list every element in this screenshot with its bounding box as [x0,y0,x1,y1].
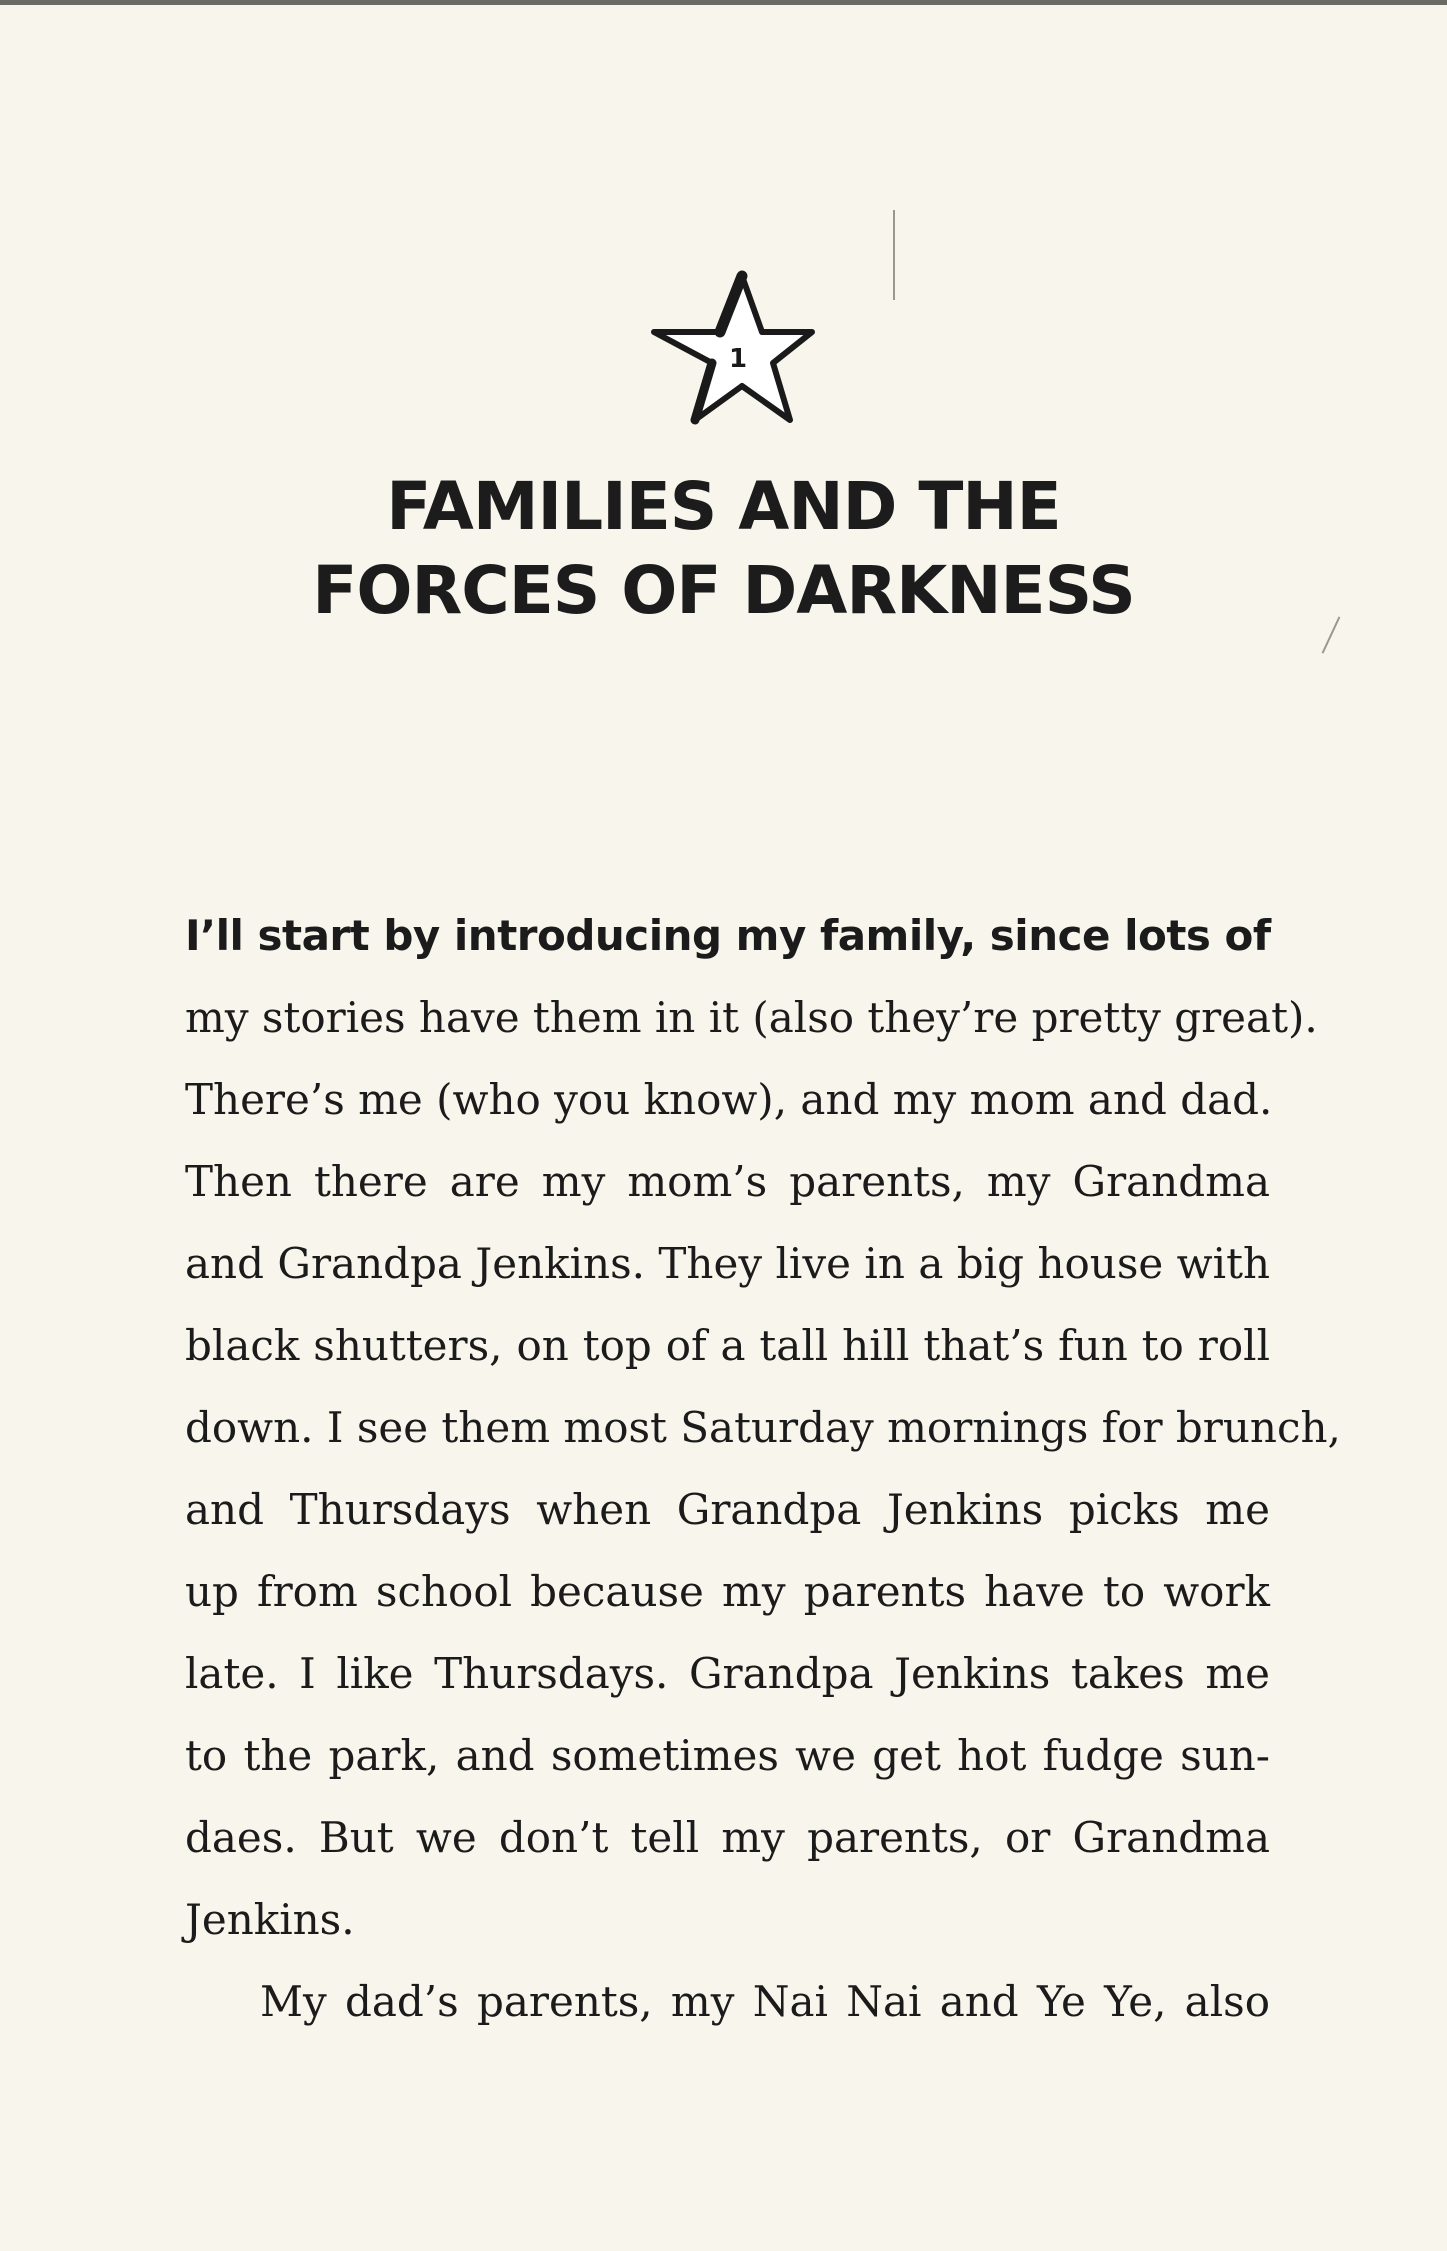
chapter-title-line-1: FAMILIES AND THE [386,468,1061,545]
body-line-lead: I’ll start by introducing my family, since lots of [185,911,1271,960]
body-line: late. I like Thursdays. Grandpa Jenkins takes me [185,1649,1270,1698]
body-text [185,895,1341,2043]
body-line: down. I see them most Saturday mornings for brunch, [185,1403,1341,1452]
paper-mark [893,210,895,300]
body-line: and Thursdays when Grandpa Jenkins picks me [185,1485,1270,1534]
body-line: black shutters, on top of a tall hill that’s fun to roll [185,1321,1270,1370]
body-line: Jenkins. [185,1895,355,1944]
body-line: my stories have them in it (also they’re pretty great). [185,993,1318,1042]
chapter-star-icon [640,262,820,432]
chapter-title-line-2: FORCES OF DARKNESS [312,552,1135,629]
body-line: to the park, and sometimes we get hot fudge sun- [185,1731,1270,1780]
body-line-paragraph-start: My dad’s parents, my Nai Nai and Ye Ye, also [260,1977,1270,2026]
chapter-title [0,465,1447,633]
body-line: Then there are my mom’s parents, my Grandma [185,1157,1270,1206]
body-line: There’s me (who you know), and my mom and dad. [185,1075,1273,1124]
body-line: and Grandpa Jenkins. They live in a big house with [185,1239,1270,1288]
body-line: daes. But we don’t tell my parents, or Grandma [185,1813,1270,1862]
top-edge-rule [0,0,1447,5]
chapter-number: 1 [728,344,748,374]
body-line: up from school because my parents have to work [185,1567,1270,1616]
